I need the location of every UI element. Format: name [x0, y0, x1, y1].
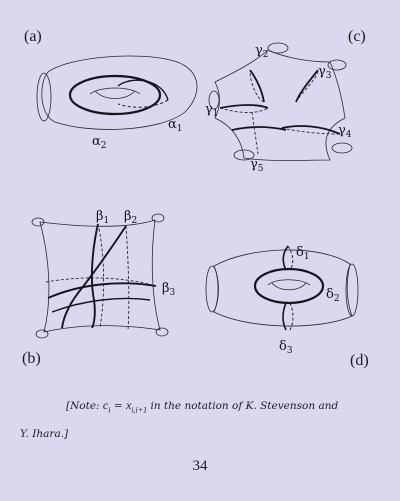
label-beta3: $\beta_3$: [162, 281, 176, 298]
curve-delta2: [255, 269, 323, 303]
label-gamma4: $\gamma_4$: [338, 123, 352, 140]
curve-beta1: [92, 224, 104, 328]
label-gamma3: $\gamma_3$: [318, 64, 332, 81]
panel-label-b: (b): [22, 350, 41, 367]
curve-gamma3: [296, 70, 318, 102]
note-open: [Note:: [66, 400, 103, 412]
curve-gamma1: [220, 105, 268, 113]
label-gamma1: $\gamma_1$: [205, 102, 219, 119]
curve-gamma2: [250, 70, 264, 102]
note-line-1: [66, 398, 396, 417]
figure-b-surface: [32, 214, 168, 338]
label-delta3: $\delta_3$: [279, 339, 293, 356]
label-delta1: $\delta_1$: [296, 245, 310, 262]
figure-c-surface: [209, 43, 352, 161]
note-line-2: Y. Ihara.]: [20, 428, 69, 440]
label-gamma2: $\gamma_2$: [255, 43, 269, 60]
panel-label-a: (a): [24, 28, 42, 45]
note-eq: =: [110, 400, 126, 412]
label-beta1: $\beta_1$: [96, 209, 110, 226]
label-alpha1: $\alpha_1$: [168, 117, 183, 134]
curve-beta3: [46, 278, 156, 312]
figure-d-surface: [206, 250, 358, 326]
label-beta2: $\beta_2$: [124, 209, 138, 226]
label-delta2: $\delta_2$: [326, 287, 340, 304]
page-number: 34: [192, 458, 208, 474]
label-gamma5: $\gamma_5$: [250, 157, 264, 174]
panel-label-c: (c): [348, 28, 366, 45]
note-x: $x_{i,i+1}$: [125, 398, 148, 415]
curve-gamma5: [232, 112, 286, 154]
panel-label-d: (d): [350, 352, 369, 369]
note-ci: $c_i$: [102, 398, 111, 415]
curve-gamma4: [282, 126, 340, 134]
label-alpha2: $\alpha_2$: [92, 134, 107, 151]
note-rest: in the notation of K. Stevenson and: [147, 400, 339, 412]
